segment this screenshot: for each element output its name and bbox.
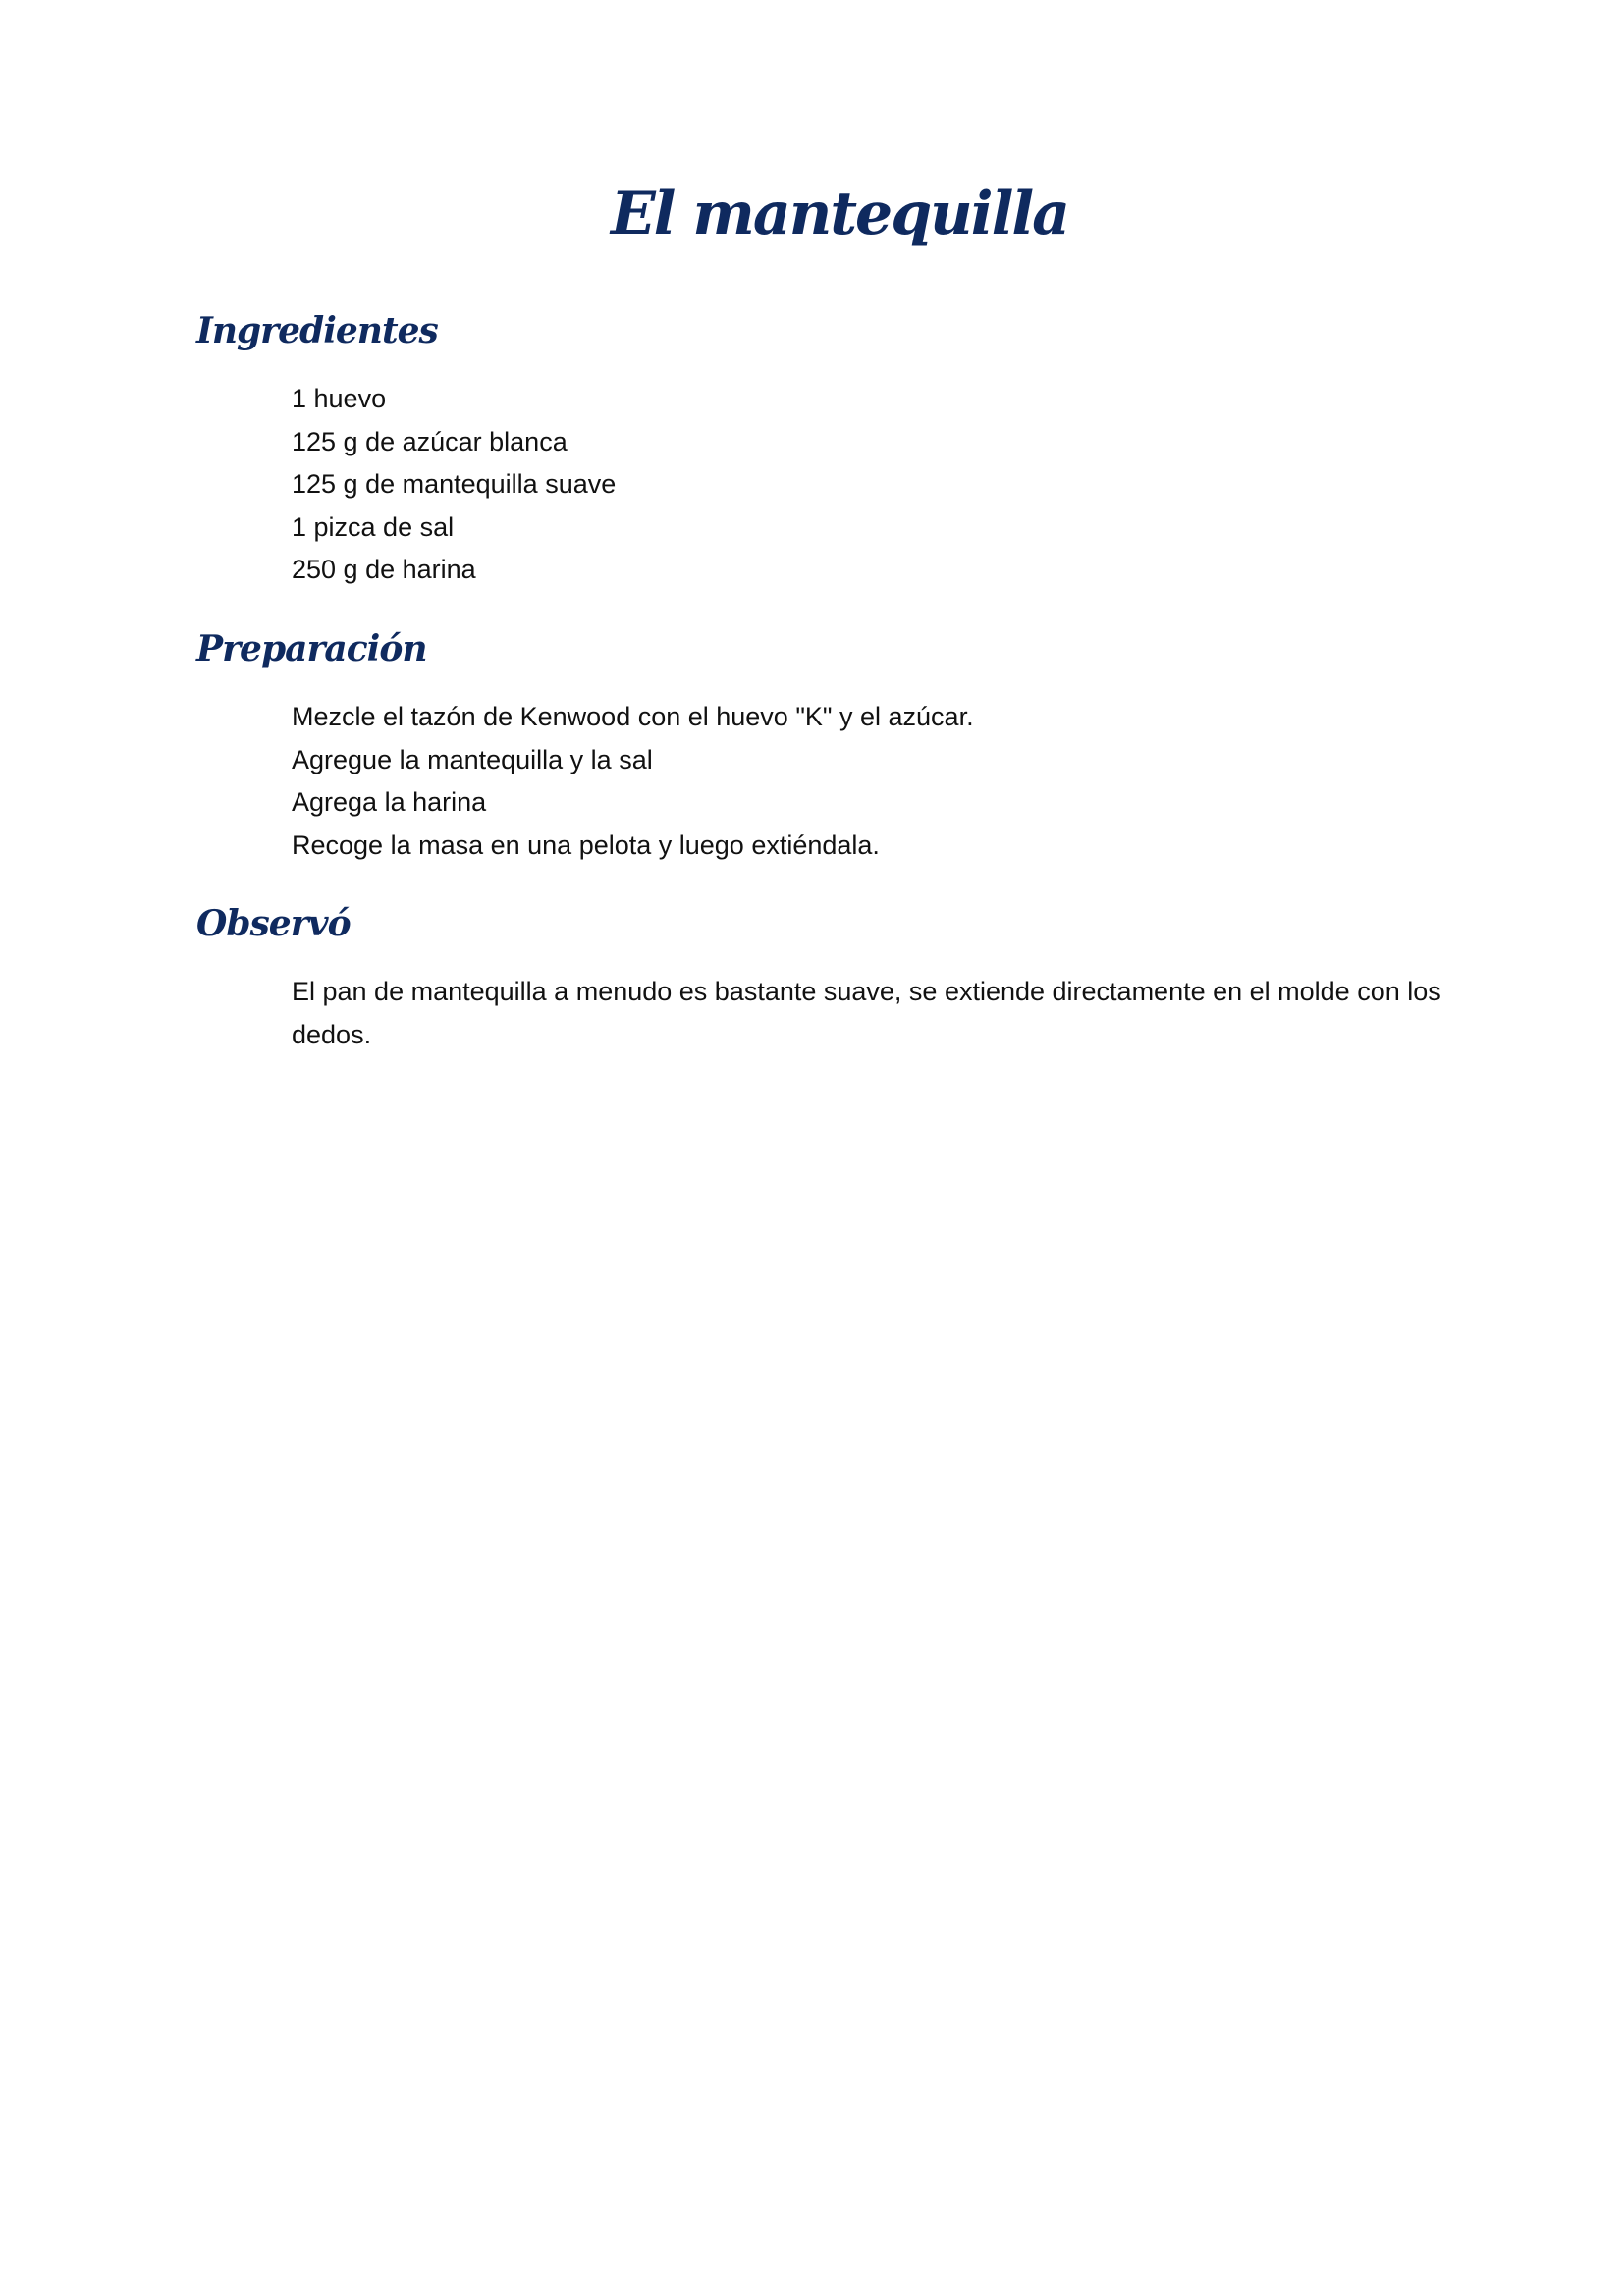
preparation-step: Recoge la masa en una pelota y luego extiéndala. [292,829,880,860]
ingredients-heading: Ingredientes [196,310,438,351]
preparation-step: Agregue la mantequilla y la sal [292,744,653,774]
ingredient-item: 125 g de mantequilla suave [292,469,617,499]
preparation-heading: Preparación [196,628,427,669]
preparation-step: Mezcle el tazón de Kenwood con el huevo "K" y el azúcar. [292,702,974,731]
ingredient-item: 1 pizca de sal [292,511,455,542]
preparation-steps [292,696,1470,867]
ingredient-item: 250 g de harina [292,555,476,584]
notes-heading: Observó [196,903,351,944]
ingredients-list [292,378,1470,592]
ingredient-item: 1 huevo [292,384,387,413]
document-title: El mantequilla [610,180,1069,248]
notes-paragraph: El pan de mantequilla a menudo es bastante suave, se extiende directamente en el molde con los dedos. [292,977,1441,1049]
preparation-step: Agrega la harina [292,787,487,817]
ingredient-item: 125 g de azúcar blanca [292,426,568,456]
